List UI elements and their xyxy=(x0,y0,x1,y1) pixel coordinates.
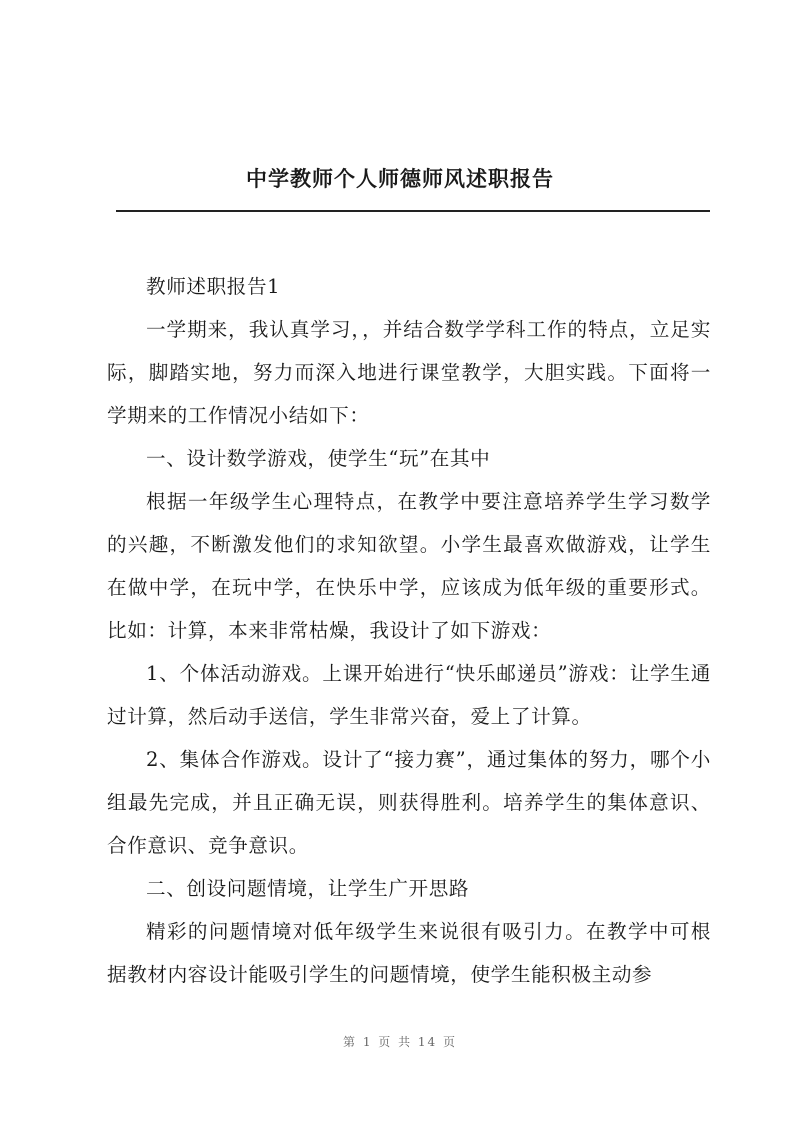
paragraph: 一学期来，我认真学习，，并结合数学学科工作的特点，立足实际，脚踏实地，努力而深入地进行课堂教学，大胆实践。下面将一学期来的工作情况小结如下： xyxy=(107,318,711,427)
paragraph: 根据一年级学生心理特点，在教学中要注意培养学生学习数学的兴趣，不断激发他们的求知欲望。小学生最喜欢做游戏，让学生在做中学，在玩中学，在快乐中学，应该成为低年级的重要形式。比如：计算，本来非常枯燥，我设计了如下游戏： xyxy=(107,490,711,642)
paragraph: 1、个体活动游戏。上课开始进行“快乐邮递员”游戏：让学生通过计算，然后动手送信，学生非常兴奋，爱上了计算。 xyxy=(107,662,711,728)
paragraph: 精彩的问题情境对低年级学生来说很有吸引力。在教学中可根据教材内容设计能吸引学生的问题情境，使学生能积极主动参 xyxy=(107,920,711,986)
paragraph: 2、集体合作游戏。设计了“接力赛”，通过集体的努力，哪个小组最先完成，并且正确无误，则获得胜利。培养学生的集体意识、合作意识、竞争意识。 xyxy=(107,748,711,857)
section-heading: 二、创设问题情境，让学生广开思路 xyxy=(146,877,470,900)
section-heading: 一、设计数学游戏，使学生“玩”在其中 xyxy=(146,447,491,470)
title-divider xyxy=(116,210,710,212)
paragraph-heading: 教师述职报告1 xyxy=(146,275,281,298)
page-number-footer: 第 1 页 共 14 页 xyxy=(343,1035,457,1049)
document-title: 中学教师个人师德师风述职报告 xyxy=(246,166,554,191)
document-body xyxy=(107,265,711,996)
